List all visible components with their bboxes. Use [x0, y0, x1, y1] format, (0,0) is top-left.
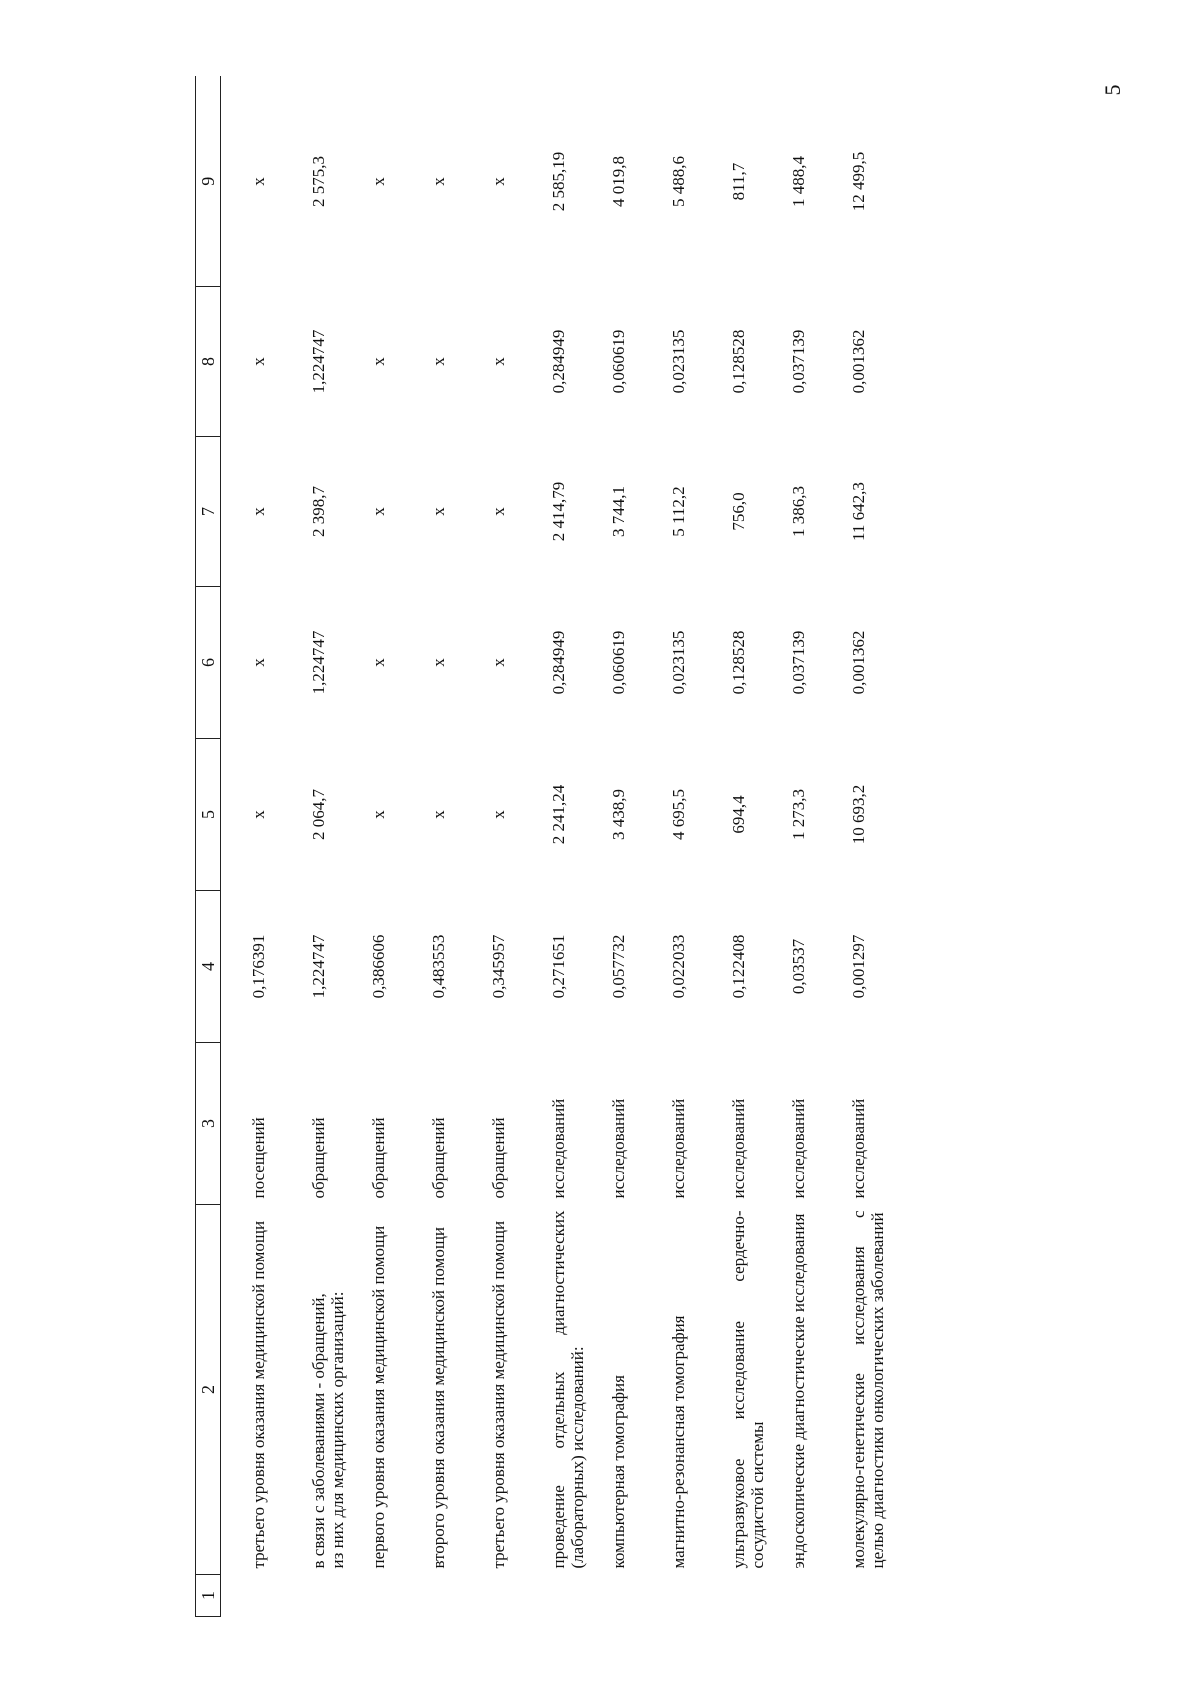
unit-cell: обращений: [429, 1117, 448, 1199]
value-col4: 0,176391: [249, 934, 268, 999]
indicator-name: компьютерная томография: [609, 1375, 628, 1569]
value-col7: 3 744,1: [609, 486, 628, 537]
value-col5: 4 695,5: [669, 789, 688, 840]
value-col7: 756,0: [729, 492, 748, 531]
indicator-name: второго уровня оказания медицинской помощи: [429, 1226, 448, 1569]
value-col4: 0,03537: [789, 938, 808, 995]
table-row: [609, 77, 669, 1617]
rotated-table-container: [195, 77, 1055, 1617]
value-col9: 811,7: [729, 162, 748, 201]
row-number-cell: [669, 1575, 729, 1617]
value-col4: 1,224747: [309, 934, 328, 999]
value-col5: х: [429, 810, 448, 819]
value-col4: 0,271651: [549, 934, 568, 999]
value-col4: 0,022033: [669, 934, 688, 999]
value-col5: х: [369, 810, 388, 819]
value-col7: х: [489, 507, 508, 516]
value-col9: х: [249, 177, 268, 186]
value-col5: 2 241,24: [549, 784, 568, 845]
data-table: [195, 77, 909, 1618]
indicator-name: в связи с заболеваниями - обращений, из них для медицинских организаций:: [309, 1291, 348, 1569]
indicator-name: третьего уровня оказания медицинской помощи: [249, 1220, 268, 1569]
value-col4: 0,386606: [369, 934, 388, 999]
value-col4: 0,001297: [849, 934, 868, 999]
value-col6: 0,060619: [609, 630, 628, 695]
value-col6: х: [429, 658, 448, 667]
table-row: [429, 77, 489, 1617]
table-row: [789, 77, 849, 1617]
indicator-name: молекулярно-генетические исследования с целью диагностики онкологических заболеваний: [849, 1210, 888, 1569]
table-row: [221, 77, 310, 1617]
indicator-name: третьего уровня оказания медицинской помощи: [489, 1220, 508, 1569]
column-header-2: 2: [196, 1205, 221, 1575]
value-col8: 0,023135: [669, 329, 688, 394]
value-col4: 0,345957: [489, 934, 508, 999]
table-row: [729, 77, 789, 1617]
value-col7: 11 642,3: [849, 482, 868, 541]
value-col8: х: [489, 357, 508, 366]
value-col5: х: [489, 810, 508, 819]
row-number-cell: [309, 1575, 369, 1617]
column-header-7: 7: [196, 437, 221, 587]
value-col9: 2 585,19: [549, 151, 568, 212]
row-number-cell: [489, 1575, 549, 1617]
header-row: [196, 77, 221, 1617]
value-col9: 12 499,5: [849, 151, 868, 212]
row-number-cell: [729, 1575, 789, 1617]
value-col7: х: [429, 507, 448, 516]
row-number-cell: [221, 1575, 310, 1617]
value-col7: 5 112,2: [669, 486, 688, 537]
table-row: [849, 77, 909, 1617]
value-col4: 0,122408: [729, 934, 748, 999]
row-number-cell: [549, 1575, 609, 1617]
value-col5: 694,4: [729, 795, 748, 834]
value-col6: х: [249, 658, 268, 667]
column-header-4: 4: [196, 891, 221, 1043]
indicator-name: эндоскопические диагностические исследования: [789, 1213, 808, 1569]
page-number: 5: [1100, 84, 1125, 96]
value-col7: 2 398,7: [309, 486, 328, 537]
value-col7: х: [249, 507, 268, 516]
table-row: [669, 77, 729, 1617]
unit-cell: исследований: [669, 1098, 688, 1199]
column-header-9: 9: [196, 77, 221, 287]
value-col9: 4 019,8: [609, 156, 628, 207]
value-col8: х: [369, 357, 388, 366]
column-header-8: 8: [196, 287, 221, 437]
unit-cell: посещений: [249, 1117, 268, 1199]
value-col5: х: [249, 810, 268, 819]
value-col9: х: [429, 177, 448, 186]
row-number-cell: [789, 1575, 849, 1617]
value-col8: 0,284949: [549, 329, 568, 394]
value-col9: х: [369, 177, 388, 186]
unit-cell: исследований: [849, 1098, 868, 1199]
indicator-name: проведение отдельных диагностических (лабораторных) исследований:: [549, 1210, 588, 1569]
indicator-name: ультразвуковое исследование сердечно-сосудистой системы: [729, 1210, 768, 1569]
value-col6: 0,001362: [849, 630, 868, 695]
value-col5: 3 438,9: [609, 789, 628, 840]
value-col9: 5 488,6: [669, 156, 688, 207]
value-col9: 1 488,4: [789, 156, 808, 207]
value-col5: 10 693,2: [849, 784, 868, 845]
value-col6: 0,128528: [729, 630, 748, 695]
unit-cell: исследований: [729, 1098, 748, 1199]
table-row: [549, 77, 609, 1617]
value-col7: 1 386,3: [789, 486, 808, 537]
row-number-cell: [369, 1575, 429, 1617]
unit-cell: обращений: [309, 1117, 328, 1199]
value-col6: 1,224747: [309, 630, 328, 695]
value-col8: 0,001362: [849, 329, 868, 394]
value-col8: 0,037139: [789, 329, 808, 394]
table-row: [369, 77, 429, 1617]
value-col9: х: [489, 177, 508, 186]
value-col8: х: [429, 357, 448, 366]
value-col6: х: [369, 658, 388, 667]
value-col5: 1 273,3: [789, 789, 808, 840]
row-number-cell: [849, 1575, 909, 1617]
row-number-cell: [429, 1575, 489, 1617]
unit-cell: обращений: [489, 1117, 508, 1199]
column-header-5: 5: [196, 739, 221, 891]
value-col8: 0,128528: [729, 329, 748, 394]
column-header-6: 6: [196, 587, 221, 739]
value-col7: 2 414,79: [549, 481, 568, 542]
value-col6: 0,023135: [669, 630, 688, 695]
unit-cell: обращений: [369, 1117, 388, 1199]
table-row: [489, 77, 549, 1617]
value-col5: 2 064,7: [309, 789, 328, 840]
value-col8: 0,060619: [609, 329, 628, 394]
indicator-name: первого уровня оказания медицинской помощи: [369, 1225, 388, 1569]
value-col6: х: [489, 658, 508, 667]
value-col4: 0,483553: [429, 934, 448, 999]
value-col4: 0,057732: [609, 934, 628, 999]
column-header-3: 3: [196, 1043, 221, 1205]
unit-cell: исследований: [549, 1098, 568, 1199]
value-col8: 1,224747: [309, 329, 328, 394]
value-col9: 2 575,3: [309, 156, 328, 207]
value-col6: 0,284949: [549, 630, 568, 695]
unit-cell: исследований: [789, 1098, 808, 1199]
indicator-name: магнитно-резонансная томография: [669, 1315, 688, 1569]
value-col8: х: [249, 357, 268, 366]
row-number-cell: [609, 1575, 669, 1617]
value-col7: х: [369, 507, 388, 516]
column-header-1: 1: [196, 1575, 221, 1617]
unit-cell: исследований: [609, 1098, 628, 1199]
value-col6: 0,037139: [789, 630, 808, 695]
table-row: [309, 77, 369, 1617]
